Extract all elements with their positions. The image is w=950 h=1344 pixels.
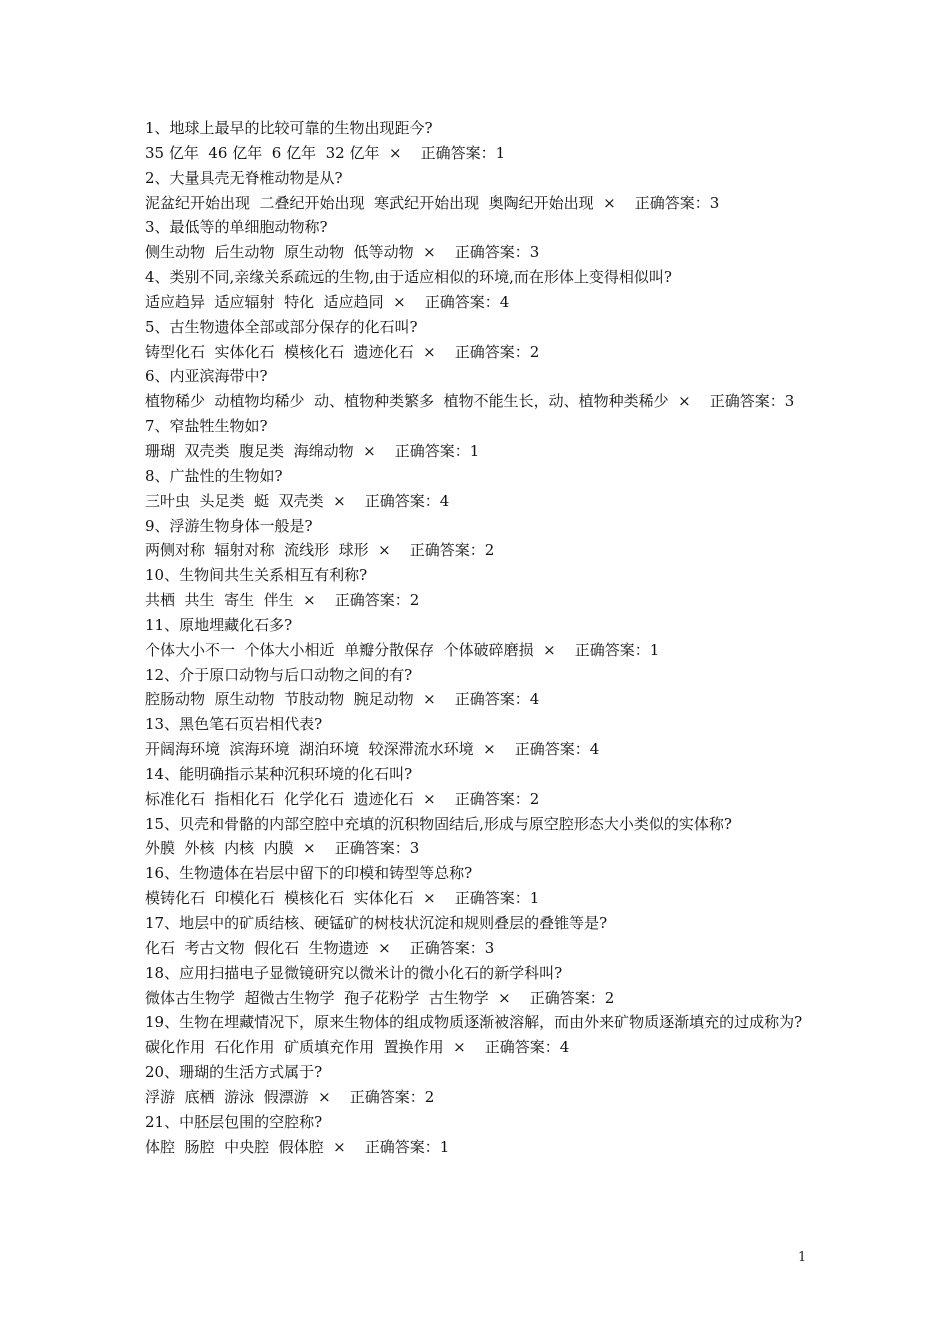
answer-options-9: 两侧对称 辐射对称 流线形 球形 × 正确答案：2 bbox=[145, 541, 495, 560]
question-15: 15、贝壳和骨骼的内部空腔中充填的沉积物固结后,形成与原空腔形态大小类似的实体称? bbox=[145, 814, 732, 833]
answer-options-10: 共栖 共生 寄生 伴生 × 正确答案：2 bbox=[145, 591, 420, 610]
answer-options-16: 模铸化石 印模化石 模核化石 实体化石 × 正确答案：1 bbox=[145, 889, 540, 908]
answer-options-3: 侧生动物 后生动物 原生动物 低等动物 × 正确答案：3 bbox=[145, 243, 540, 262]
answer-options-7: 珊瑚 双壳类 腹足类 海绵动物 × 正确答案：1 bbox=[145, 441, 480, 460]
answer-options-20: 浮游 底栖 游泳 假漂游 × 正确答案：2 bbox=[145, 1087, 435, 1106]
question-1: 1、地球上最早的比较可靠的生物出现距今? bbox=[145, 119, 433, 137]
answer-options-2: 泥盆纪开始出现 二叠纪开始出现 寒武纪开始出现 奥陶纪开始出现 × 正确答案：3 bbox=[145, 193, 720, 212]
answer-options-18: 微体古生物学 超微古生物学 孢子花粉学 古生物学 × 正确答案：2 bbox=[145, 988, 615, 1007]
question-3: 3、最低等的单细胞动物称? bbox=[145, 218, 328, 237]
answer-options-1: 35 亿年 46 亿年 6 亿年 32 亿年 × 正确答案：1 bbox=[145, 143, 506, 162]
question-5: 5、古生物遗体全部或部分保存的化石叫? bbox=[145, 317, 418, 336]
answer-options-5: 铸型化石 实体化石 模核化石 遗迹化石 × 正确答案：2 bbox=[145, 342, 540, 361]
answer-options-14: 标准化石 指相化石 化学化石 遗迹化石 × 正确答案：2 bbox=[145, 789, 540, 808]
question-2: 2、大量具壳无脊椎动物是从? bbox=[145, 168, 343, 187]
page-number: 1 bbox=[798, 1250, 807, 1265]
question-20: 20、珊瑚的生活方式属于? bbox=[145, 1063, 323, 1082]
answer-options-6: 植物稀少 动植物均稀少 动、植物种类繁多 植物不能生长，动、植物种类稀少 × 正确答案：3 bbox=[145, 392, 795, 411]
answer-options-19: 碳化作用 石化作用 矿质填充作用 置换作用 × 正确答案：4 bbox=[145, 1038, 570, 1057]
question-19: 19、生物在埋藏情况下，原来生物体的组成物质逐渐被溶解，而由外来矿物质逐渐填充的过成称为? bbox=[145, 1013, 803, 1032]
question-16: 16、生物遗体在岩层中留下的印模和铸型等总称? bbox=[145, 864, 473, 883]
question-7: 7、窄盐牲生物如? bbox=[145, 417, 268, 436]
question-list bbox=[145, 116, 813, 1159]
answer-options-11: 个体大小不一 个体大小相近 单瓣分散保存 个体破碎磨损 × 正确答案：1 bbox=[145, 640, 660, 659]
answer-options-8: 三叶虫 头足类 蜓 双壳类 × 正确答案：4 bbox=[145, 491, 450, 510]
question-6: 6、内亚滨海带中? bbox=[145, 367, 268, 386]
question-17: 17、地层中的矿质结核、硬锰矿的树枝状沉淀和规则叠层的叠锥等是? bbox=[145, 914, 608, 932]
answer-options-21: 体腔 肠腔 中央腔 假体腔 × 正确答案：1 bbox=[145, 1137, 450, 1156]
question-4: 4、类别不同,亲缘关系疏远的生物,由于适应相似的环境,而在形体上变得相似叫? bbox=[145, 268, 672, 287]
question-14: 14、能明确指示某种沉积环境的化石叫? bbox=[145, 764, 413, 783]
question-18: 18、应用扫描电子显微镜研究以微米计的微小化石的新学科叫? bbox=[145, 963, 563, 982]
answer-options-13: 开阔海环境 滨海环境 湖泊环境 较深滞流水环境 × 正确答案：4 bbox=[145, 740, 600, 759]
question-9: 9、浮游生物身体一般是? bbox=[145, 516, 313, 535]
answer-options-17: 化石 考古文物 假化石 生物遗迹 × 正确答案：3 bbox=[145, 938, 495, 957]
answer-options-12: 腔肠动物 原生动物 节肢动物 腕足动物 × 正确答案：4 bbox=[145, 690, 540, 709]
answer-options-4: 适应趋异 适应辐射 特化 适应趋同 × 正确答案：4 bbox=[145, 292, 510, 311]
answer-options-15: 外膜 外核 内核 内膜 × 正确答案：3 bbox=[145, 839, 420, 858]
question-10: 10、生物间共生关系相互有利称? bbox=[145, 566, 368, 585]
question-13: 13、黑色笔石页岩相代表? bbox=[145, 715, 323, 734]
question-21: 21、中胚层包围的空腔称? bbox=[145, 1112, 323, 1131]
question-11: 11、原地埋藏化石多? bbox=[145, 615, 293, 634]
question-8: 8、广盐性的生物如? bbox=[145, 466, 283, 485]
question-12: 12、介于原口动物与后口动物之间的有? bbox=[145, 665, 413, 684]
